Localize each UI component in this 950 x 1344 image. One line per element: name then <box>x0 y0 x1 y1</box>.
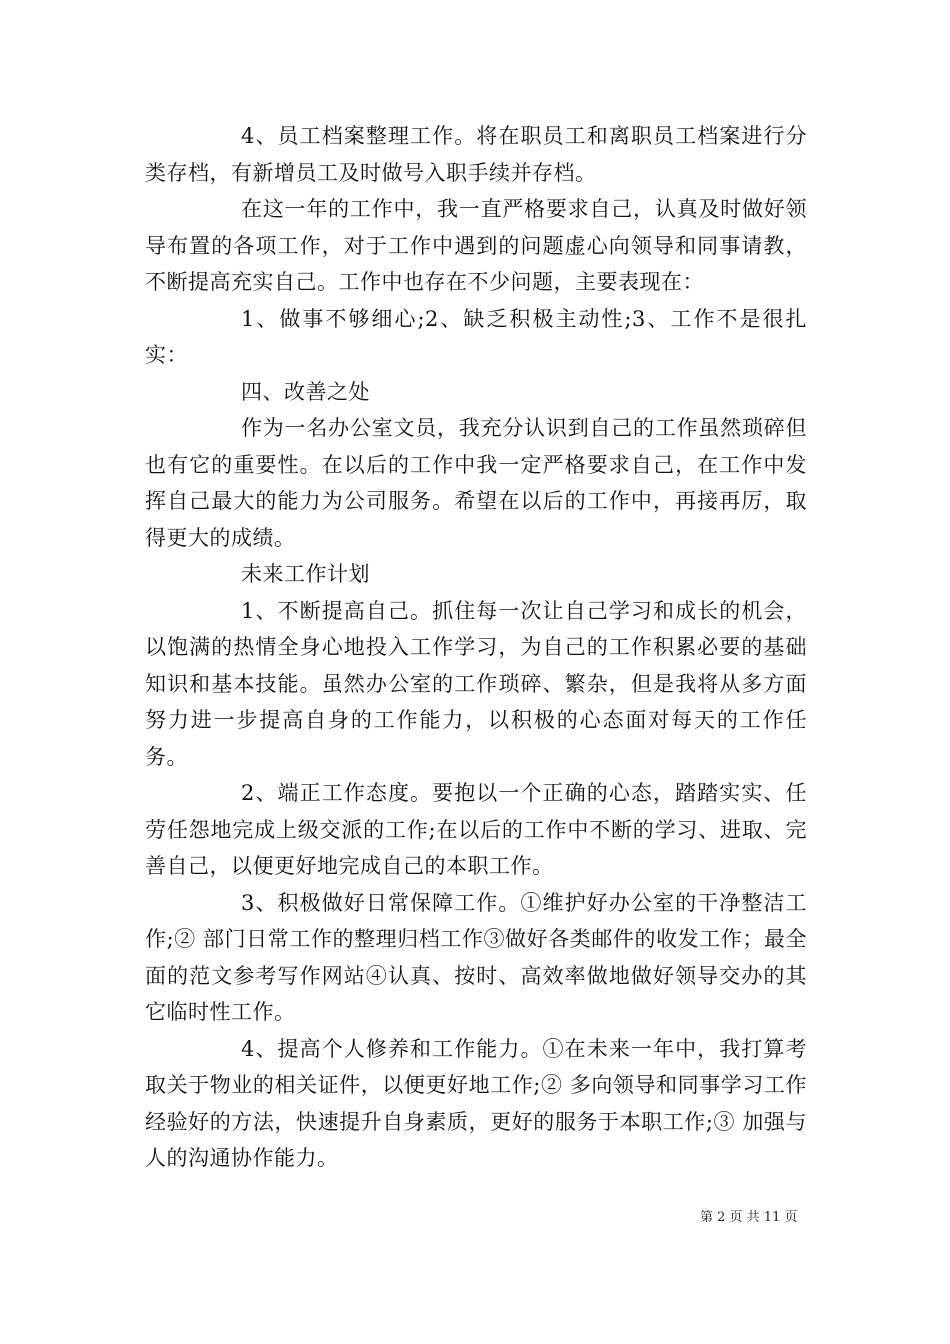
section-heading-future-plan: 未来工作计划 <box>241 562 370 586</box>
paragraph-plan-item-3: 3、积极做好日常保障工作。①维护好办公室的干净整洁工作;② 部门日常工作的整理归档工作③做好各类邮件的收发工作；最全面的范文参考写作网站④认真、按时、高效率做地做好领导交办的其它临时性工作。 <box>145 890 807 1024</box>
paragraph-plan-item-2: 2、端正工作态度。要抱以一个正确的心态，踏踏实实、任劳任怨地完成上级交派的工作;在以后的工作中不断的学习、进取、完善自己，以便更好地完成自己的本职工作。 <box>145 781 807 878</box>
paragraph-plan-item-1: 1、不断提高自己。抓住每一次让自己学习和成长的机会，以饱满的热情全身心地投入工作学习，为自己的工作积累必要的基础知识和基本技能。虽然办公室的工作琐碎、繁杂，但是我将从多方面努力进一步提高自身的工作能力，以积极的心态面对每天的工作任务。 <box>145 598 807 769</box>
paragraph-self-review: 在这一年的工作中，我一直严格要求自己，认真及时做好领导布置的各项工作，对于工作中遇到的问题虚心向领导和同事请教，不断提高充实自己。工作中也存在不少问题，主要表现在： <box>145 197 807 294</box>
page-number-footer: 第 2 页 共 11 页 <box>700 1210 798 1225</box>
paragraph-plan-item-4: 4、提高个人修养和工作能力。①在未来一年中，我打算考取关于物业的相关证件，以便更好地工作;② 多向领导和同事学习工作经验好的方法，快速提升自身素质，更好的服务于本职工作;③ 加强与人的沟通协作能力。 <box>145 1036 807 1170</box>
paragraph-improvements: 作为一名办公室文员，我充分认识到自己的工作虽然琐碎但也有它的重要性。在以后的工作中我一定严格要求自己，在工作中发挥自己最大的能力为公司服务。希望在以后的工作中，再接再厉，取得更大的成绩。 <box>145 416 807 550</box>
section-heading-improvements: 四、改善之处 <box>241 379 370 404</box>
paragraph-archive-work: 4、员工档案整理工作。将在职员工和离职员工档案进行分类存档，有新增员工及时做号入职手续并存档。 <box>145 124 807 185</box>
document-body <box>145 118 807 1177</box>
paragraph-problems-list: 1、做事不够细心;2、缺乏积极主动性;3、工作不是很扎实： <box>145 306 807 367</box>
